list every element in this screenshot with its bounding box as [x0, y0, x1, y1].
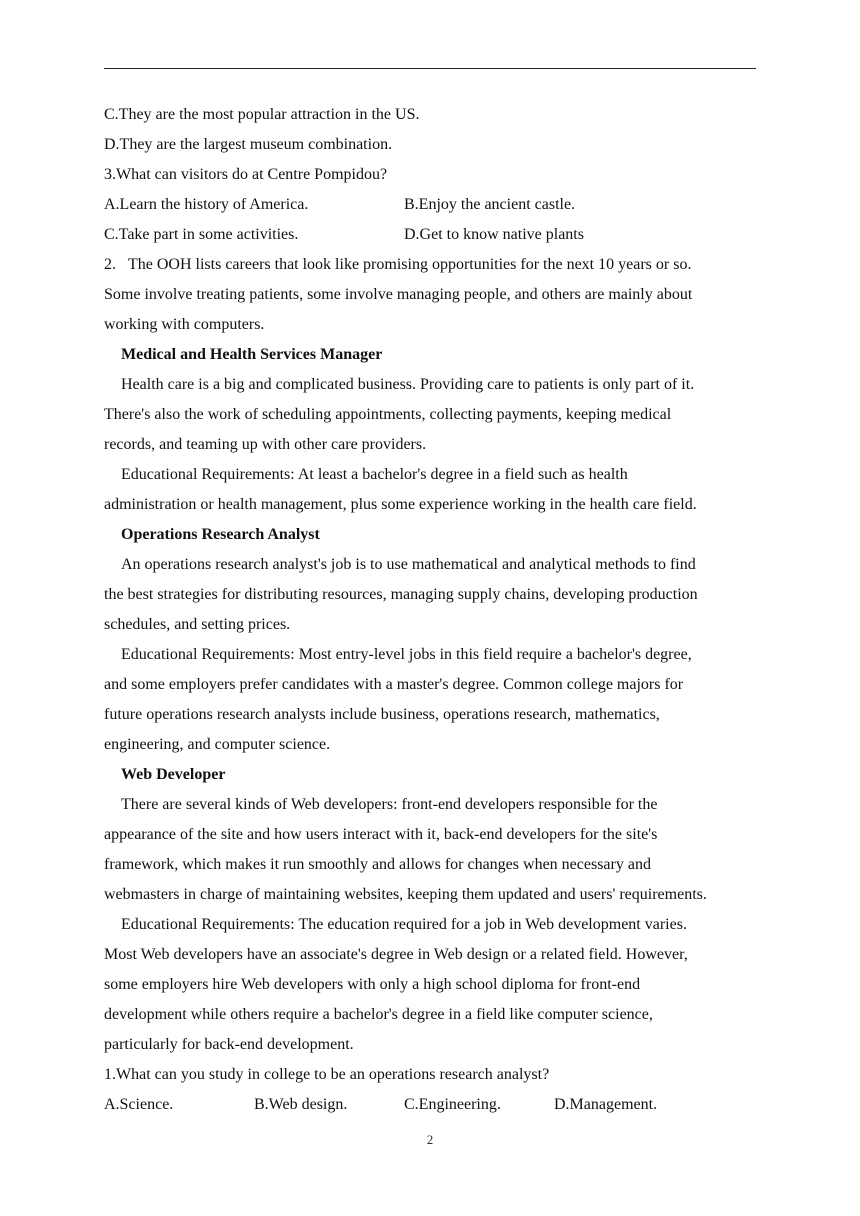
- paragraph-line: some employers hire Web developers with only a high school diploma for front-end: [104, 976, 641, 993]
- question-option-c: C.They are the most popular attraction in the US.: [104, 106, 420, 123]
- paragraph-line: Health care is a big and complicated business. Providing care to patients is only part of it.: [121, 376, 695, 393]
- passage-intro-line-3: working with computers.: [104, 316, 265, 333]
- paragraph-line: particularly for back-end development.: [104, 1036, 354, 1053]
- question-3-options-row-1: [104, 190, 764, 220]
- paragraph-line: engineering, and computer science.: [104, 736, 331, 753]
- paragraph-line: An operations research analyst's job is to use mathematical and analytical methods to find: [121, 556, 696, 573]
- paragraph-line: administration or health management, plus some experience working in the health care field.: [104, 496, 697, 513]
- question-3-options-row-2: [104, 220, 764, 250]
- paragraph-line: future operations research analysts include business, operations research, mathematics,: [104, 706, 660, 723]
- question-1-option-c: C.Engineering.: [404, 1096, 501, 1113]
- question-3-option-d: D.Get to know native plants: [404, 226, 584, 243]
- question-1-options-row: [104, 1090, 764, 1120]
- paragraph-line: appearance of the site and how users interact with it, back-end developers for the site's: [104, 826, 658, 843]
- paragraph-line: Educational Requirements: At least a bachelor's degree in a field such as health: [121, 466, 628, 483]
- paragraph-line: Educational Requirements: The education required for a job in Web development varies.: [121, 916, 687, 933]
- section-heading-operations: Operations Research Analyst: [121, 526, 320, 543]
- section-heading-medical: Medical and Health Services Manager: [121, 346, 383, 363]
- paragraph-line: Educational Requirements: Most entry-level jobs in this field require a bachelor's degree,: [121, 646, 692, 663]
- paragraph-line: development while others require a bachelor's degree in a field like computer science,: [104, 1006, 653, 1023]
- paragraph-line: records, and teaming up with other care providers.: [104, 436, 427, 453]
- paragraph-line: Most Web developers have an associate's degree in Web design or a related field. However,: [104, 946, 688, 963]
- question-option-d: D.They are the largest museum combination.: [104, 136, 393, 153]
- question-1-stem: 1.What can you study in college to be an operations research analyst?: [104, 1066, 550, 1083]
- section-heading-web-developer: Web Developer: [121, 766, 226, 783]
- passage-intro-line-2: Some involve treating patients, some involve managing people, and others are mainly about: [104, 286, 693, 303]
- paragraph-line: There are several kinds of Web developers: front-end developers responsible for the: [121, 796, 658, 813]
- question-1-option-d: D.Management.: [554, 1096, 658, 1113]
- question-3-stem: 3.What can visitors do at Centre Pompidou?: [104, 166, 388, 183]
- paragraph-line: There's also the work of scheduling appointments, collecting payments, keeping medical: [104, 406, 672, 423]
- paragraph-line: the best strategies for distributing resources, managing supply chains, developing production: [104, 586, 698, 603]
- question-3-option-b: B.Enjoy the ancient castle.: [404, 196, 576, 213]
- document-body: [104, 100, 764, 1120]
- paragraph-line: webmasters in charge of maintaining websites, keeping them updated and users' requirements.: [104, 886, 707, 903]
- question-3-option-a: A.Learn the history of America.: [104, 196, 309, 213]
- question-1-option-a: A.Science.: [104, 1096, 174, 1113]
- passage-intro-line-1: 2. The OOH lists careers that look like promising opportunities for the next 10 years or so.: [104, 256, 692, 273]
- paragraph-line: framework, which makes it run smoothly and allows for changes when necessary and: [104, 856, 651, 873]
- question-3-option-c: C.Take part in some activities.: [104, 226, 299, 243]
- header-rule: [104, 68, 756, 69]
- paragraph-line: schedules, and setting prices.: [104, 616, 291, 633]
- page-number: 2: [426, 1132, 434, 1147]
- paragraph-line: and some employers prefer candidates with a master's degree. Common college majors for: [104, 676, 684, 693]
- question-1-option-b: B.Web design.: [254, 1096, 348, 1113]
